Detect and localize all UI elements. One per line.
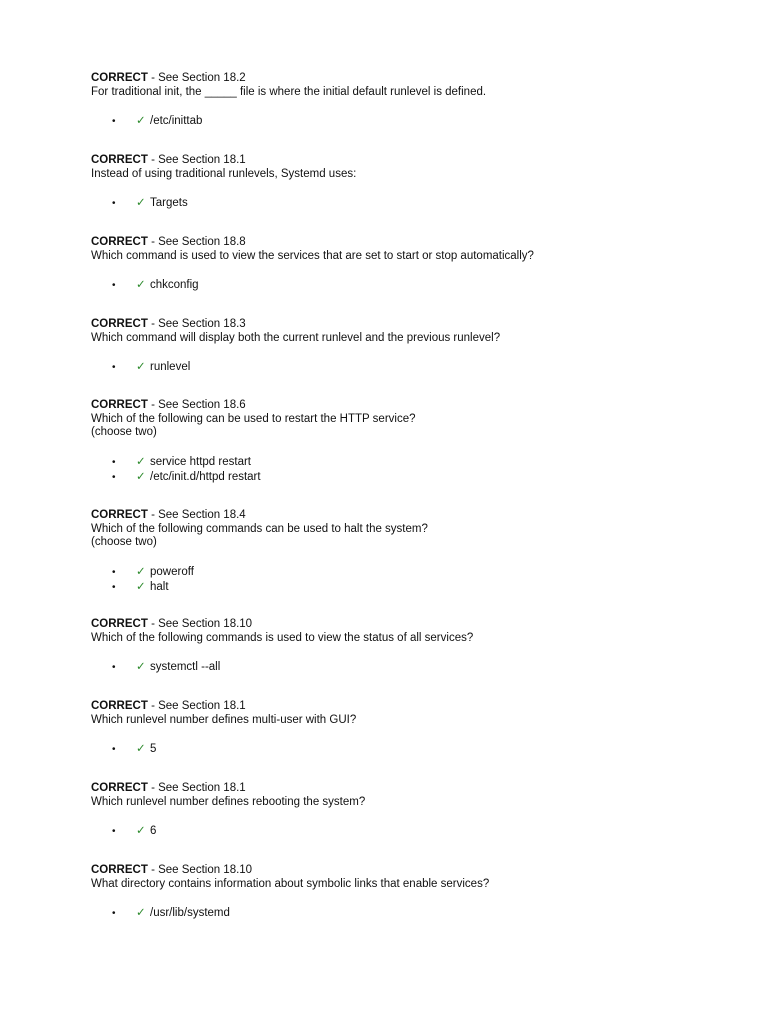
question-text: For traditional init, the _____ file is where the initial default runlevel is defined. [91,85,487,98]
bullet-icon: • [112,198,116,209]
question-block [91,236,731,294]
question-text: Which command is used to view the services that are set to start or stop automatically? [91,249,534,262]
answer-text: /etc/init.d/httpd restart [150,471,261,483]
question-block [91,72,731,130]
section-reference: - See Section 18.1 [147,700,246,712]
question-block [91,154,731,212]
answer-text: systemctl --all [150,661,221,673]
answer-item [91,824,731,840]
answer-text: poweroff [150,565,194,578]
checkmark-icon: ✓ [136,115,146,127]
question-header [91,154,731,168]
answer-item [91,278,731,294]
checkmark-icon: ✓ [136,565,146,578]
bullet-icon: • [112,908,116,919]
section-reference: - See Section 18.6 [147,399,246,411]
status-label: CORRECT [91,700,148,712]
answer-list [91,824,731,840]
question-block [91,782,731,840]
status-label: CORRECT [91,72,148,84]
question-text: Which of the following commands is used to view the status of all services? [91,631,474,644]
answer-item [91,360,731,376]
question-header [91,700,731,714]
question-header [91,782,731,796]
question-header [91,236,731,250]
section-reference: - See Section 18.10 [147,618,253,630]
status-label: CORRECT [91,618,148,630]
status-label: CORRECT [91,782,148,794]
answer-list [91,455,731,486]
section-reference: - See Section 18.8 [147,236,246,248]
question-text-note: (choose two) [91,536,157,548]
answer-text: Targets [150,197,188,209]
answer-text: /etc/inittab [150,115,203,127]
checkmark-icon: ✓ [136,279,146,291]
answer-item [91,196,731,212]
question-text: Which of the following can be used to restart the HTTP service? [91,412,416,425]
checkmark-icon: ✓ [136,197,146,209]
answer-list [91,196,731,212]
question-block [91,618,731,676]
answer-text: runlevel [150,361,191,373]
checkmark-icon: ✓ [136,743,146,755]
question-header [91,509,731,523]
question-block [91,700,731,758]
bullet-icon: • [112,116,116,127]
status-label: CORRECT [91,318,148,330]
question-block [91,509,731,596]
question-header [91,72,731,86]
section-reference: - See Section 18.2 [147,72,246,84]
bullet-icon: • [112,582,116,593]
checkmark-icon: ✓ [136,471,146,483]
checkmark-icon: ✓ [136,455,146,468]
checkmark-icon: ✓ [136,825,146,837]
answer-list [91,114,731,130]
status-label: CORRECT [91,154,148,166]
question-text: Instead of using traditional runlevels, Systemd uses: [91,167,357,180]
bullet-icon: • [112,362,116,373]
answer-item [91,470,731,486]
question-header [91,864,731,878]
answer-item [91,455,731,471]
status-label: CORRECT [91,509,148,521]
bullet-icon: • [112,662,116,673]
section-reference: - See Section 18.1 [147,782,246,794]
answer-item [91,580,731,596]
answer-list [91,565,731,596]
status-label: CORRECT [91,864,148,876]
answer-item [91,742,731,758]
checkmark-icon: ✓ [136,581,146,593]
checkmark-icon: ✓ [136,661,146,673]
question-block [91,399,731,486]
question-block [91,318,731,376]
answer-list [91,278,731,294]
status-label: CORRECT [91,399,148,411]
answer-item [91,906,731,922]
answer-list [91,360,731,376]
status-label: CORRECT [91,236,148,248]
checkmark-icon: ✓ [136,907,146,919]
answer-text: service httpd restart [150,455,251,468]
answer-item [91,114,731,130]
question-header [91,318,731,332]
answer-item [91,660,731,676]
bullet-icon: • [112,280,116,291]
answer-item [91,565,731,581]
bullet-icon: • [112,826,116,837]
answer-text: 5 [150,743,157,755]
section-reference: - See Section 18.10 [147,864,253,876]
question-text: Which runlevel number defines rebooting the system? [91,795,366,808]
answer-list [91,660,731,676]
question-text-note: (choose two) [91,426,157,438]
question-text: Which of the following commands can be used to halt the system? [91,522,428,535]
question-text: What directory contains information about symbolic links that enable services? [91,877,490,890]
section-reference: - See Section 18.3 [147,318,246,330]
section-reference: - See Section 18.1 [147,154,246,166]
answer-text: 6 [150,825,157,837]
question-block [91,864,731,922]
bullet-icon: • [112,744,116,755]
section-reference: - See Section 18.4 [147,509,246,521]
question-header [91,618,731,632]
bullet-icon: • [112,472,116,483]
answer-text: chkconfig [150,279,199,291]
answer-text: /usr/lib/systemd [150,907,230,919]
answer-list [91,906,731,922]
checkmark-icon: ✓ [136,361,146,373]
bullet-icon: • [112,566,116,578]
answer-list [91,742,731,758]
question-header [91,399,731,413]
question-text: Which runlevel number defines multi-user with GUI? [91,713,357,726]
answer-text: halt [150,581,169,593]
question-text: Which command will display both the current runlevel and the previous runlevel? [91,331,501,344]
bullet-icon: • [112,456,116,468]
